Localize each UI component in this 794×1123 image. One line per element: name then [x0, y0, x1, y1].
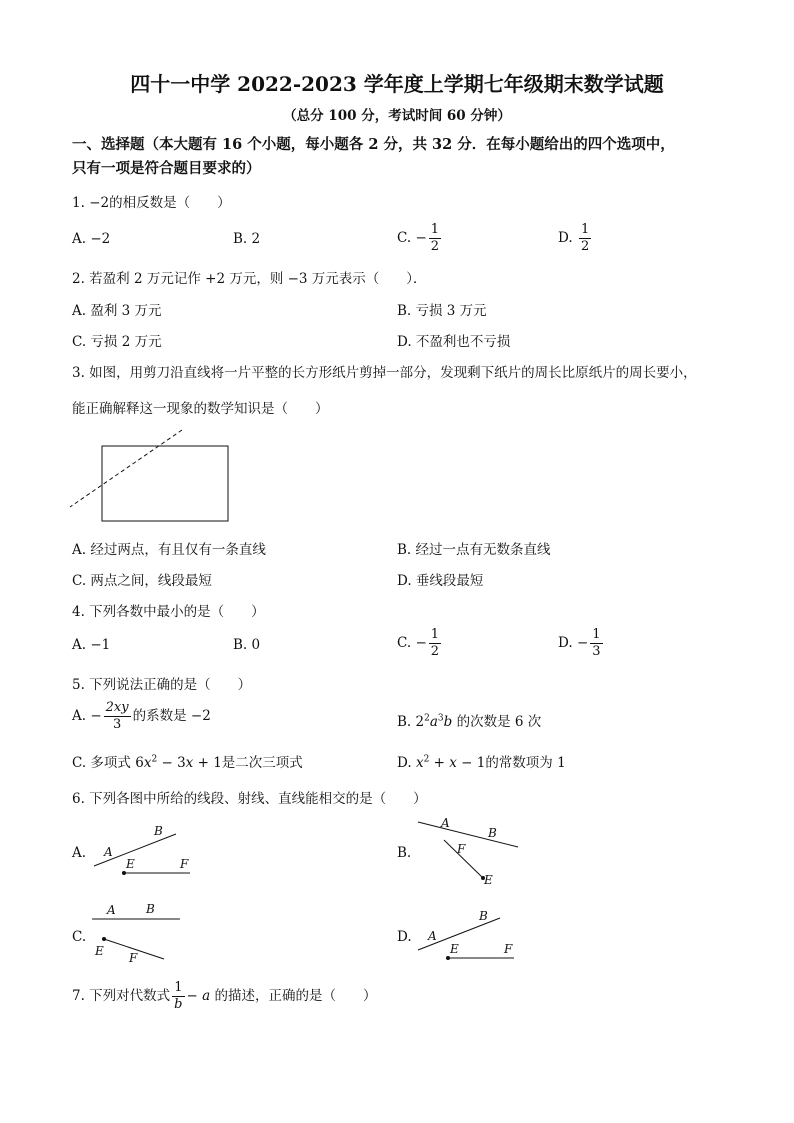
svg-text:B: B [488, 826, 497, 840]
q5-option-b: B. $2^2a^3b$ 的次数是 6 次 [397, 713, 542, 730]
q4-option-a: A. −1 [72, 637, 111, 653]
q4-option-d: D. − $\frac{1}{3}$ [558, 627, 601, 659]
svg-text:F: F [504, 942, 513, 956]
question-5: 5. 下列说法正确的是（ ） [72, 677, 252, 693]
q3-option-a: A. 经过两点，有且仅有一条直线 [72, 542, 266, 558]
q6-option-b-label: B. [397, 845, 412, 861]
svg-text:E: E [484, 873, 493, 887]
q4-option-c: C. − $\frac{1}{2}$ [397, 627, 440, 659]
section-heading-line1: 一、选择题（本大题有 16 个小题，每小题各 2 分，共 32 分．在每小题给出的四个选项中， [72, 136, 675, 153]
svg-text:F: F [457, 842, 466, 856]
fraction: $\frac{2xy}{3}$ [105, 700, 129, 732]
q3-option-d: D. 垂线段最短 [397, 573, 484, 589]
q5-option-c: C. 多项式 $6x^2 - 3x + 1$是二次三项式 [72, 754, 303, 771]
svg-text:A: A [441, 816, 450, 830]
question-4: 4. 下列各数中最小的是（ ） [72, 604, 265, 620]
svg-text:A: A [428, 929, 437, 943]
fraction: $\frac{1}{3}$ [592, 627, 601, 659]
q4-option-b: B. 0 [233, 637, 261, 653]
q2-option-d: D. 不盈利也不亏损 [397, 334, 511, 350]
q3-option-c: C. 两点之间，线段最短 [72, 573, 212, 589]
section-heading-line2: 只有一项是符合题目要求的） [72, 160, 261, 177]
q2-option-a: A. 盈利 3 万元 [72, 303, 162, 319]
question-3-line2: 能正确解释这一现象的数学知识是（ ） [72, 401, 329, 417]
q2-option-c: C. 亏损 2 万元 [72, 334, 162, 350]
q6-option-d-label: D. [397, 929, 412, 945]
svg-text:B: B [154, 824, 163, 838]
svg-text:A: A [104, 845, 113, 859]
q6-figure-c [88, 898, 188, 968]
question-1: 1. −2的相反数是（ ） [72, 195, 231, 211]
svg-text:E: E [126, 857, 135, 871]
svg-text:B: B [479, 909, 488, 923]
q1-option-d: D. $\frac{1}{2}$ [558, 222, 590, 254]
q6-option-a-label: A. [72, 845, 87, 861]
question-2: 2. 若盈利 2 万元记作 +2 万元，则 −3 万元表示（ ）． [72, 271, 427, 287]
question-3-line1: 3. 如图，用剪刀沿直线将一片平整的长方形纸片剪掉一部分，发现剩下纸片的周长比原纸片的周长要小， [72, 365, 697, 381]
q5-option-d: D. $x^2 + x - 1$的常数项为 1 [397, 754, 566, 771]
q6-figure-d [414, 904, 519, 964]
q3-option-b: B. 经过一点有无数条直线 [397, 542, 551, 558]
q1-option-b: B. 2 [233, 231, 261, 247]
fraction: $\frac{1}{2}$ [430, 222, 440, 254]
page-title: 四十一中学 2022-2023 学年度上学期七年级期末数学试题 [130, 72, 664, 96]
question-7: 7. 下列对代数式 $\frac{1}{b}$ − a 的描述，正确的是（ ） [72, 980, 377, 1012]
svg-text:F: F [180, 857, 189, 871]
q3-rectangle-cut-figure [60, 425, 260, 530]
q5-option-a: A. − $\frac{2xy}{3}$ 的系数是 −2 [72, 700, 211, 732]
question-6: 6. 下列各图中所给的线段、射线、直线能相交的是（ ） [72, 791, 427, 807]
fraction: $\frac{1}{2}$ [580, 222, 590, 254]
fraction: $\frac{1}{2}$ [430, 627, 440, 659]
q1-option-a: A. −2 [72, 231, 111, 247]
page-subtitle: （总分 100 分，考试时间 60 分钟） [283, 108, 511, 124]
q6-option-c-label: C. [72, 929, 87, 945]
svg-text:E: E [95, 944, 104, 958]
q2-option-b: B. 亏损 3 万元 [397, 303, 487, 319]
svg-text:F: F [129, 951, 138, 965]
svg-text:B: B [146, 902, 155, 916]
q1-option-c: C. − $\frac{1}{2}$ [397, 222, 440, 254]
q6-figure-a [90, 822, 190, 882]
svg-text:E: E [450, 942, 459, 956]
fraction: $\frac{1}{b}$ [174, 980, 183, 1012]
q6-figure-b [410, 812, 525, 890]
svg-text:A: A [107, 903, 116, 917]
